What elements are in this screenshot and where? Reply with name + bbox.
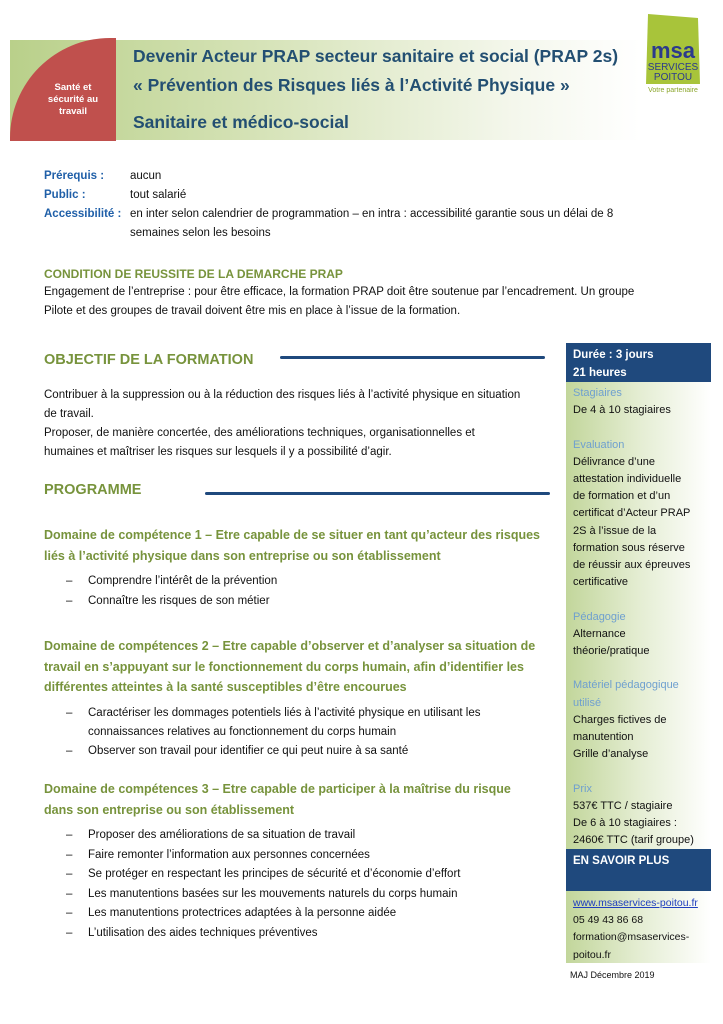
sidebar-details: Stagiaires De 4 à 10 stagiaires Evaluation Délivrance d’une attestation individuelle de formation et d’un certificat d’Acteur PRAP 2S à l’issue de la formation sous réserve de réussir aux épreuves certificative Pédagogie Alternance théorie/pratique Matériel pédagogique utilisé Charges fictives de manutention Grille d’analyse Prix 537€ TTC / stagiaire De 6 à 10 stagiaires : 2460€ TTC (tarif groupe) xyxy=(573,387,694,847)
svg-text:Votre partenaire: Votre partenaire xyxy=(648,87,698,94)
svg-text:POITOU: POITOU xyxy=(653,72,693,83)
list-item: – Se protéger en respectant les principes de sécurité et d’économie d’effort xyxy=(66,868,461,880)
domain-1-title: Domaine de compétence 1 – Etre capable de se situer en tant qu’acteur des risques liés à l’activité physique dans son entreprise ou son établissement xyxy=(44,528,541,563)
info-prerequis: Prérequis : aucun xyxy=(44,170,162,182)
condition-text-2: Pilote et des groupes de travail doivent être mis en place à l’issue de la formation. xyxy=(44,305,461,317)
list-item: – Faire remonter l’information aux personnes concernées xyxy=(66,849,370,861)
objectif-title: OBJECTIF DE LA FORMATION xyxy=(44,352,254,368)
info-accessibilite: Accessibilité : en inter selon calendrier de programmation – en intra : accessibilité garantie sous un délai de 8 xyxy=(44,208,614,220)
list-item: – Observer son travail pour identifier ce qui peut nuire à sa santé xyxy=(66,745,409,757)
svg-text:msa: msa xyxy=(650,38,696,63)
list-item: – Caractériser les dommages potentiels liés à l’activité physique en utilisant les xyxy=(66,707,481,719)
list-item: – Les manutentions protectrices adaptées à la personne aidée xyxy=(66,907,397,919)
condition-title: CONDITION DE REUSSITE DE LA DEMARCHE PRAP xyxy=(44,267,343,281)
list-item: – Proposer des améliorations de sa situation de travail xyxy=(66,829,356,841)
programme-title: PROGRAMME xyxy=(44,482,142,498)
title-line-1: Devenir Acteur PRAP secteur sanitaire et social (PRAP 2s) xyxy=(133,46,619,66)
objectif-text: Contribuer à la suppression ou à la réduction des risques liés à l’activité physique en situation de travail. Proposer, de manière concertée, des améliorations techniques, organisationnelles et humaines et maîtriser les risques sur lesquels il y a possibilité d’agir. xyxy=(44,389,521,458)
domain-2-title: Domaine de compétences 2 – Etre capable d’observer et d’analyser sa situation de travail en s’appuyant sur le fonctionnement du corps humain, afin d’identifier les différentes atteintes à la santé susceptibles d’être encourues xyxy=(44,639,536,694)
list-item: – Comprendre l’intérêt de la prévention xyxy=(66,575,278,587)
list-item: – Connaître les risques de son métier xyxy=(66,595,270,607)
en-savoir-plus-box: EN SAVOIR PLUS xyxy=(566,849,711,891)
list-item: – L’utilisation des aides techniques préventives xyxy=(66,927,318,939)
svg-text:SERVICES: SERVICES xyxy=(647,62,699,73)
list-item-cont: connaissances relatives au fonctionnement du corps humain xyxy=(88,726,397,738)
info-accessibilite-cont: semaines selon les besoins xyxy=(130,227,271,239)
info-public: Public : tout salarié xyxy=(44,189,187,201)
category-label: Santé et sécurité au travail xyxy=(47,82,99,117)
condition-text: Engagement de l’entreprise : pour être efficace, la formation PRAP doit être soutenue par l’encadrement. Un groupe xyxy=(44,286,635,298)
duration-box: Durée : 3 jours 21 heures xyxy=(566,343,711,382)
contact-block: www.msaservices-poitou.fr 05 49 43 86 68 formation@msaservices- poitou.fr xyxy=(573,897,698,961)
domain-3-title: Domaine de compétences 3 – Etre capable de participer à la maîtrise du risque dans son entreprise ou son établissement xyxy=(44,782,511,817)
title-line-2: « Prévention des Risques liés à l’Activité Physique » xyxy=(133,75,570,95)
section-rule xyxy=(280,356,545,359)
list-item: – Les manutentions basées sur les mouvements naturels du corps humain xyxy=(66,888,458,900)
website-link[interactable]: www.msaservices-poitou.fr xyxy=(573,897,698,909)
msa-logo xyxy=(642,12,704,102)
subtitle: Sanitaire et médico-social xyxy=(133,112,349,132)
update-date: MAJ Décembre 2019 xyxy=(570,970,655,980)
section-rule xyxy=(205,492,550,495)
